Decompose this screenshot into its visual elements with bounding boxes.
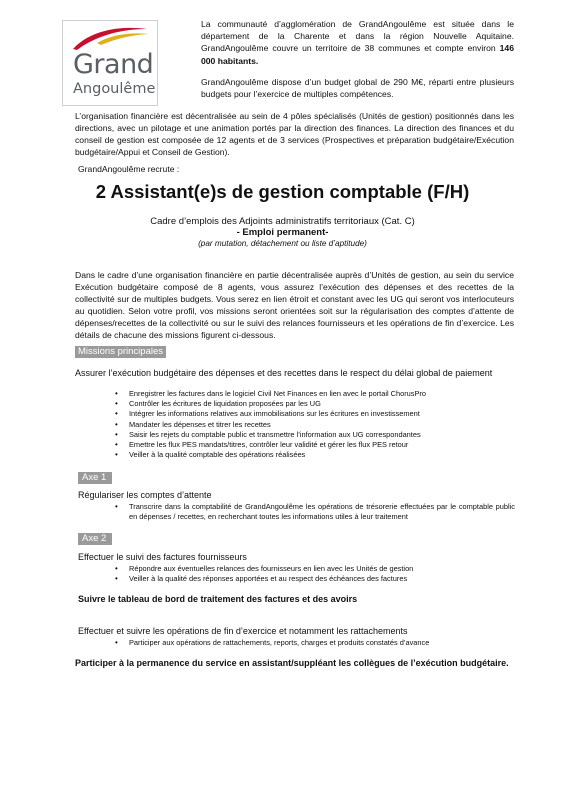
list-item: • Transcrire dans la comptabilité de GrandAngoulême les opérations de trésorerie effectuées par le comptable public en dépenses / recettes, en recherchant toutes les informations utiles à leur traitement	[115, 502, 515, 522]
list-item: • Emettre les flux PES mandats/titres, contrôler leur validité et gérer les flux PES retour	[115, 440, 515, 450]
list-item: • Enregistrer les factures dans le logiciel Civil Net Finances en lien avec le portail ChorusPro	[115, 389, 515, 399]
axe2-heading-3: Effectuer et suivre les opérations de fin d’exercice et notamment les rattachements	[78, 626, 408, 636]
emploi-line: - Emploi permanent-	[236, 227, 329, 238]
recrute-line: GrandAngoulême recrute :	[78, 164, 180, 174]
list-item: • Veiller à la qualité comptable des opérations réalisées	[115, 450, 515, 460]
axe2-heading-4: Participer à la permanence du service en assistant/suppléant les collègues de l’exécution budgétaire.	[75, 658, 509, 668]
list-item: • Veiller à la qualité des réponses apportées et au respect des échéances des factures	[115, 574, 515, 584]
logo-word-angouleme: Angoulême	[73, 81, 156, 97]
organisation-paragraph: L’organisation financière est décentralisée au sein de 4 pôles spécialisés (Unités de gestion) positionnés dans les directions, avec un pilotage et une animation portés par la direction des finances. La direction des finances et du conseil de gestion est composée de 12 agents et de 3 services (Prospectives et préparation budgétaire/Exécution budgétaire/Appui et Conseil de Gestion).	[75, 111, 514, 157]
description-paragraph: Dans le cadre d’une organisation financière en partie décentralisée auprès d’Unités de gestion, au sein du service Exécution budgétaire composé de 8 agents, vous assurez l’exécution des dépenses et des recettes de la collectivité sur de multiples budgets. Vous serez en lien étroit et constant avec les UG qui seront vos interlocuteurs au quotidien. Selon votre profil, vos missions seront orientées soit sur la régularisation des comptes d’attente de dépenses/recettes de la collectivité ou sur le suivi des relances fournisseurs et les opérations de fin d’exercice. Les détails de chacune des missions figurent ci-dessous.	[75, 270, 514, 340]
intro-block	[201, 18, 514, 109]
list-item: • Participer aux opérations de rattachements, reports, charges et produits constatés d’avance	[115, 638, 515, 648]
axe2-heading-2: Suivre le tableau de bord de traitement des factures et des avoirs	[78, 594, 358, 604]
missions-label: Missions principales	[75, 346, 166, 358]
list-item: • Saisir les rejets du comptable public et transmettre l’information aux UG correspondantes	[115, 430, 515, 440]
axe1-label: Axe 1	[78, 472, 112, 484]
missions-heading: Assurer l’exécution budgétaire des dépenses et des recettes dans le respect du délai global de paiement	[75, 368, 493, 378]
axe2-list-3	[115, 638, 515, 648]
list-item: • Intégrer les informations relatives aux immobilisations sur les écritures en investissement	[115, 409, 515, 419]
axe2-label: Axe 2	[78, 533, 112, 545]
list-item: • Contrôler les écritures de liquidation proposées par les UG	[115, 399, 515, 409]
intro-paragraph-1: La communauté d’agglomération de GrandAngoulême est située dans le département de la Charente et dans la région Nouvelle Aquitaine. GrandAngoulême couvre un territoire de 38 communes et compte environ 146 000 habitants.	[201, 19, 514, 66]
missions-list	[115, 389, 515, 460]
list-item: • Mandater les dépenses et titrer les recettes	[115, 420, 515, 430]
axe2-heading-1: Effectuer le suivi des factures fournisseurs	[78, 552, 247, 562]
list-item: • Répondre aux éventuelles relances des fournisseurs en lien avec les Unités de gestion	[115, 564, 515, 574]
axe1-list	[115, 502, 515, 522]
cadre-line: Cadre d’emplois des Adjoints administratifs territoriaux (Cat. C)	[150, 216, 415, 227]
axe2-list-1	[115, 564, 515, 584]
intro-paragraph-2: GrandAngoulême dispose d’un budget global de 290 M€, réparti entre plusieurs budgets pour l’exercice de multiples compétences.	[201, 76, 514, 100]
logo-word-grand: Grand	[73, 49, 154, 80]
page-title: 2 Assistant(e)s de gestion comptable (F/H)	[95, 181, 470, 202]
axe1-heading: Régulariser les comptes d’attente	[78, 490, 212, 500]
mutation-line: (par mutation, détachement ou liste d’aptitude)	[198, 239, 367, 248]
grandangouleme-logo	[62, 20, 158, 106]
